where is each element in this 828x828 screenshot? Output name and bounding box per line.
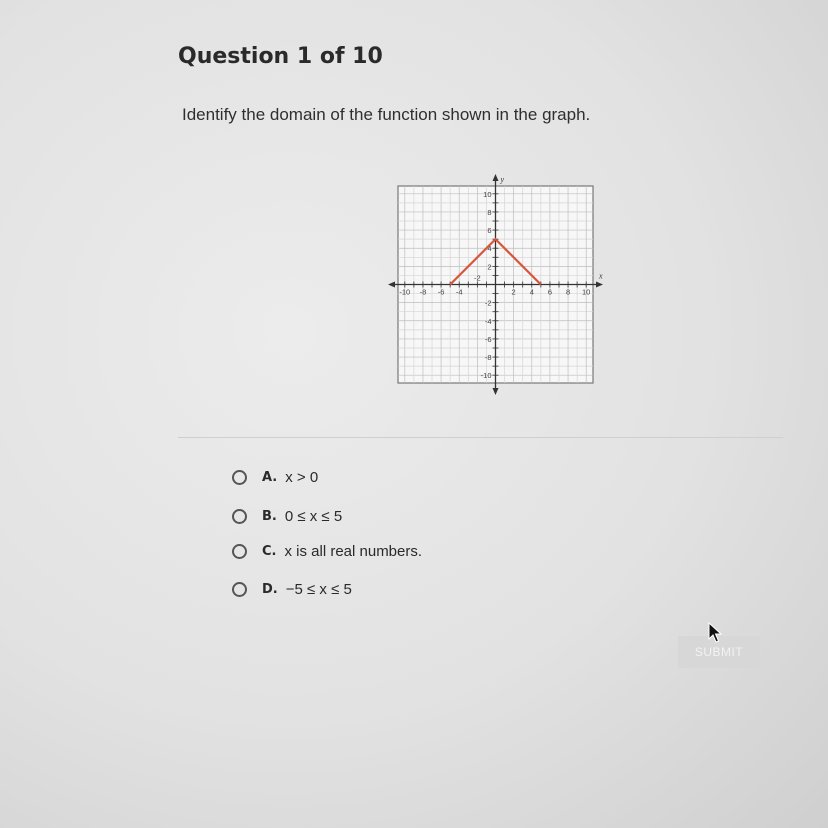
choice-c[interactable]	[232, 540, 422, 562]
x-tick-label: -2	[474, 273, 481, 283]
y-tick-label: -10	[480, 371, 492, 381]
x-tick-label: 4	[529, 287, 534, 297]
choice-d[interactable]	[232, 578, 352, 600]
y-tick-label: -4	[484, 316, 492, 326]
graph-svg	[385, 168, 605, 403]
x-axis-arrow-left	[388, 282, 395, 288]
x-tick-label: 2	[511, 287, 516, 297]
choice-a[interactable]	[232, 466, 318, 488]
y-tick-label: 2	[487, 262, 492, 272]
x-tick-label: 6	[547, 287, 553, 297]
x-tick-label: -4	[455, 287, 463, 297]
x-tick-label: -8	[419, 287, 427, 297]
submit-button[interactable]: SUBMIT	[678, 636, 760, 668]
function-graph	[385, 168, 605, 403]
choice-a-text: x > 0	[285, 468, 319, 486]
y-tick-label: 10	[483, 189, 492, 199]
mouse-cursor-icon	[708, 622, 724, 644]
choice-c-letter: C.	[262, 543, 277, 559]
y-axis-arrow-up	[493, 174, 499, 181]
question-header: Question 1 of 10	[178, 44, 383, 69]
choice-c-text: x is all real numbers.	[284, 542, 423, 560]
choice-d-text: −5 ≤ x ≤ 5	[285, 580, 352, 598]
radio-c[interactable]	[232, 544, 247, 559]
x-axis-arrow-right	[596, 282, 603, 288]
y-tick-label: -2	[484, 298, 492, 308]
y-axis-arrow-down	[493, 388, 499, 395]
x-tick-label: -6	[437, 287, 445, 297]
y-tick-label: -6	[484, 334, 492, 344]
radio-b[interactable]	[232, 509, 247, 524]
y-tick-label: 4	[487, 244, 492, 254]
choice-d-letter: D.	[262, 581, 278, 597]
y-tick-label: -8	[484, 353, 492, 363]
x-axis-label: x	[599, 271, 603, 281]
y-tick-label: 8	[487, 207, 492, 217]
choice-b-text: 0 ≤ x ≤ 5	[284, 507, 343, 525]
choice-b[interactable]	[232, 505, 342, 527]
divider	[178, 437, 783, 438]
question-prompt: Identify the domain of the function shown in the graph.	[182, 105, 591, 124]
choice-b-letter: B.	[262, 508, 277, 524]
radio-d[interactable]	[232, 582, 247, 597]
y-tick-label: 6	[487, 226, 492, 236]
y-axis-label: y	[500, 175, 505, 184]
x-tick-label: 10	[582, 287, 591, 297]
x-tick-label: 8	[565, 287, 571, 297]
x-tick-label: -10	[399, 287, 411, 297]
choice-a-letter: A.	[262, 469, 278, 485]
radio-a[interactable]	[232, 470, 247, 485]
